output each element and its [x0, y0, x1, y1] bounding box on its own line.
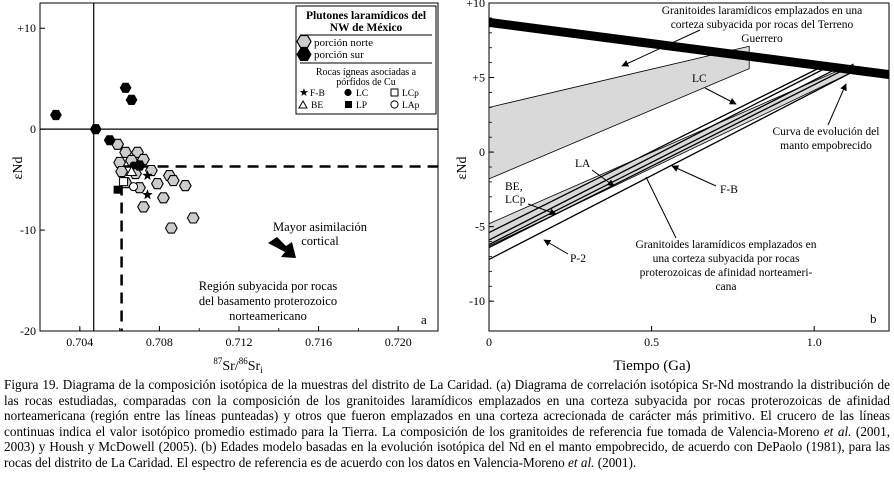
caption-et-al-2: et al. [568, 454, 595, 470]
point-filled-square [114, 186, 122, 194]
panel-a-label: a [421, 312, 427, 327]
panel-b-xlabel: Tiempo (Ga) [613, 358, 691, 374]
line-label-fb: F-B [720, 184, 738, 196]
panel-b-ytick-label: +10 [466, 0, 485, 10]
point-open-circle [130, 183, 138, 191]
panel-a-ytick-label: +10 [17, 21, 36, 36]
panel-b-xtick-label: 0.5 [644, 335, 660, 349]
panel-b-ytick-label: +5 [472, 70, 485, 85]
caption-part-2: (2001, 2003) y Housh y McDowell (2005). (b) Edades modelo basadas en la evolución isotópica del Nd en el manto empobrecido, de acuerdo con DePaolo (1981), para las rocas del distrito de La Caridad. El espectro de referencia es de acuerdo con los datos en Valencia-Moreno [4, 423, 890, 470]
panel-a-legend [296, 6, 436, 114]
annotation-guerrero-2: corteza subyacida por rocas del Terreno [670, 19, 854, 31]
caption-part-1: Figura 19. Diagrama de la composición isotópica de la muestras del distrito de La Caridad. (a) Diagrama de correlación isotópica Sr-Nd mostrando la distribución de las rocas estudiadas, comparadas con la composición de los granitoides laramídicos emplazados en una corteza subyacida por rocas proterozoicas de afinidad norteamericana (región entre las líneas punteadas) y otros que fueron emplazados en una corteza acrecionada de carácter más primitivo. El crucero de las líneas continuas indica el valor isotópico promedio estimado para la Tierra. La composición de los granitoides de referencia fue tomada de Valencia-Moreno [4, 377, 890, 439]
point-grey-hexagon [166, 223, 178, 233]
legend-title-2: NW de México [329, 22, 403, 34]
annotation-proterozoic-4: cana [715, 281, 737, 293]
line-label-lcp: LCp [505, 194, 526, 206]
legend-rocks-1: Rocas ígneas asociadas a [315, 67, 417, 78]
open-square-icon [391, 89, 398, 96]
line-label-la: LA [575, 158, 591, 170]
panel-b [455, 0, 889, 374]
star-icon: ★ [299, 87, 309, 99]
annotation-assimilation-2: cortical [301, 234, 339, 248]
point-black-hexagon [90, 125, 101, 134]
legend-key-fb: F-B [310, 89, 325, 99]
legend-rocks-2: pórfidos de Cu [336, 77, 396, 88]
line-label-p2: P-2 [570, 253, 586, 265]
legend-north-label: porción norte [314, 37, 373, 49]
annotation-mantle-2: manto empobrecido [780, 140, 872, 152]
filled-circle-icon [344, 89, 351, 96]
point-black-hexagon [120, 83, 131, 92]
point-grey-hexagon [187, 213, 199, 223]
panel-a-xlabel: $^{87}Sr/^{86}Sr_i$ [213, 356, 263, 375]
annotation-region-3: norteamericano [229, 309, 307, 323]
caption-et-al-1: et al. [823, 423, 852, 439]
panel-b-ylabel: εNd [455, 156, 470, 180]
line-label-be: BE, [505, 181, 523, 193]
panel-b-ytick-label: -10 [469, 294, 485, 309]
annotation-assimilation-1: Mayor asimilación [272, 220, 368, 234]
annotation-proterozoic-3: proterozoicas de afinidad norteameri- [639, 267, 813, 279]
annotation-mantle-1: Curva de evolución del [772, 126, 880, 138]
panel-a-xtick-label: 0.704 [66, 335, 94, 349]
legend-key-lap: LAp [402, 101, 420, 111]
point-grey-hexagon [180, 181, 192, 191]
point-grey-hexagon [138, 202, 150, 212]
point-grey-hexagon [168, 176, 180, 186]
annotation-guerrero-1: Granitoides laramídicos emplazados en una [661, 5, 863, 17]
panel-a-ytick-label: -20 [20, 324, 36, 338]
annotation-guerrero-3: Guerrero [741, 33, 783, 45]
point-black-hexagon [126, 95, 137, 104]
legend-key-lcp: LCp [402, 89, 419, 99]
legend-grey-hexagon-icon [297, 36, 311, 48]
point-black-hexagon [104, 136, 115, 145]
panel-b-ytick-label: -5 [475, 219, 485, 234]
panel-a [11, 3, 438, 375]
panel-a-xtick-label: 0.712 [225, 335, 253, 349]
legend-key-lp: LP [356, 101, 368, 111]
point-grey-hexagon [116, 167, 128, 177]
point-grey-hexagon [158, 193, 170, 203]
legend-black-hexagon-icon [297, 49, 311, 61]
panel-b-xtick-label: 0 [486, 335, 492, 349]
point-grey-hexagon [152, 179, 164, 189]
panel-a-ytick-label: 0 [30, 122, 36, 137]
legend-title-1: Plutones laramídicos del [305, 10, 427, 22]
annotation-region-2: del basamento proterozoico [198, 294, 338, 308]
panel-b-ytick-label: 0 [479, 145, 485, 160]
panel-a-xtick-label: 0.708 [145, 335, 173, 349]
panel-a-ylabel: εNd [11, 156, 26, 180]
figure-caption [4, 377, 890, 471]
panel-a-ytick-label: -10 [20, 223, 36, 238]
legend-key-lc: LC [356, 89, 369, 99]
panel-b-label: b [870, 311, 877, 326]
filled-square-icon [345, 101, 352, 108]
panel-b-xtick-label: 1.0 [806, 335, 822, 349]
point-open-square [120, 178, 128, 186]
legend-key-be: BE [311, 101, 324, 111]
caption-part-3: (2001). [594, 454, 637, 470]
point-black-hexagon [51, 110, 62, 119]
annotation-proterozoic-1: Granitoides laramídicos emplazados en [635, 239, 817, 251]
open-circle-icon [391, 101, 398, 108]
legend-south-label: porción sur [314, 49, 364, 61]
panel-a-xtick-label: 0.716 [305, 335, 333, 349]
panel-a-xtick-label: 0.720 [384, 335, 412, 349]
line-label-lc: LC [692, 73, 707, 85]
annotation-region-1: Región subyacida por rocas [198, 279, 338, 293]
annotation-proterozoic-2: una corteza subyacida por rocas [652, 253, 800, 265]
